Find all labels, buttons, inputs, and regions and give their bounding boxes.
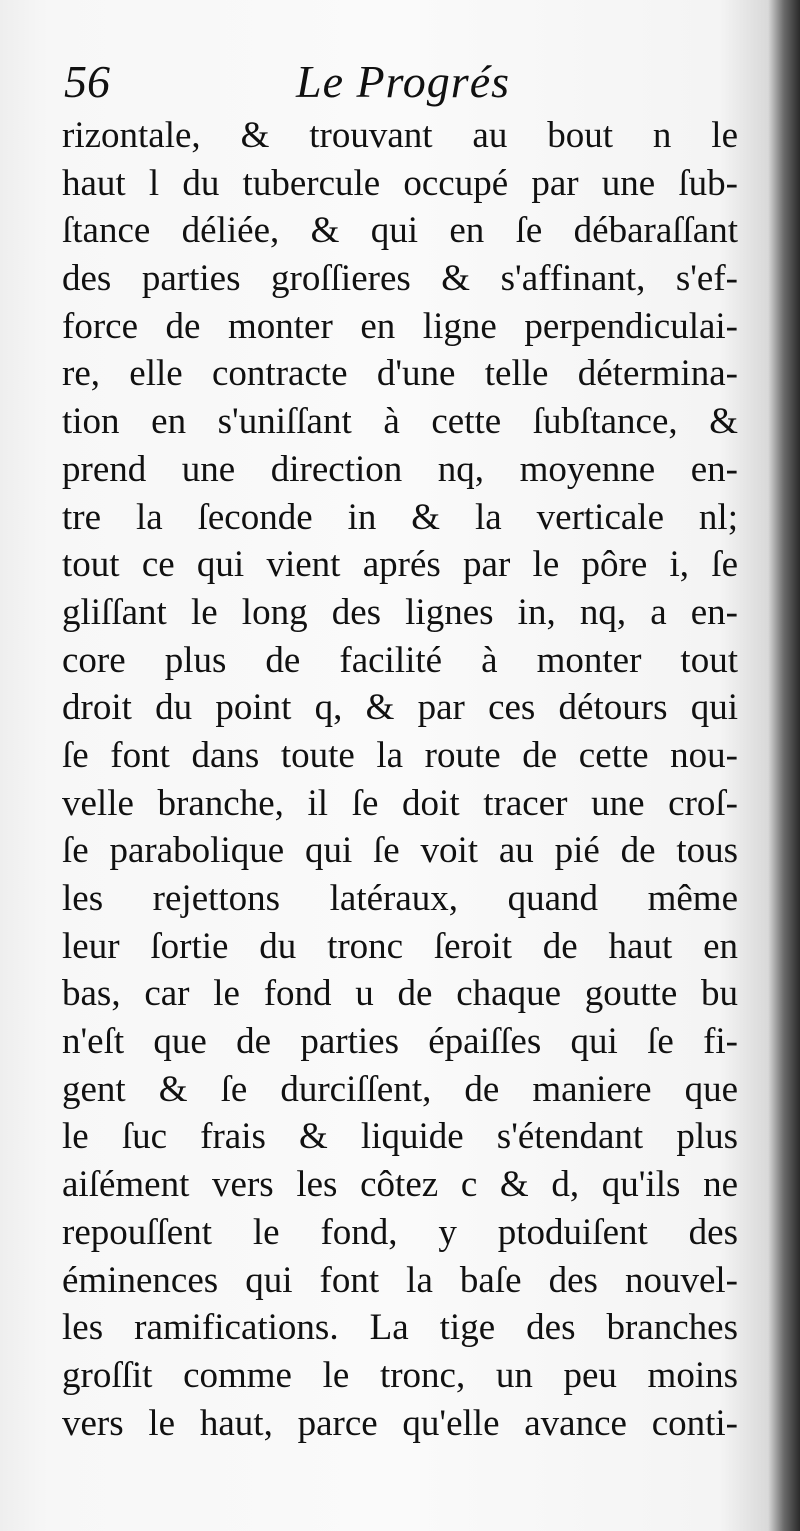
text-line: leur ſortie du tronc ſeroit de haut en: [62, 925, 738, 967]
text-line: re, elle contracte d'une telle détermina-: [62, 353, 738, 395]
text-line: le ſuc frais & liquide s'étendant plus: [62, 1116, 738, 1158]
text-line: groſſit comme le tronc, un peu moins: [62, 1354, 738, 1396]
text-line: éminences qui font la baſe des nouvel-: [62, 1259, 738, 1301]
text-line: ſe parabolique qui ſe voit au pié de tous: [62, 830, 738, 872]
text-line: haut l du tubercule occupé par une ſub-: [62, 162, 738, 204]
text-line: ſe font dans toute la route de cette nou-: [62, 734, 738, 776]
page-number: 56: [64, 56, 110, 107]
text-line: les ramifications. La tige des branches: [62, 1307, 738, 1349]
text-line: droit du point q, & par ces détours qui: [62, 687, 738, 729]
text-line: rizontale, & trouvant au bout n le: [62, 115, 738, 156]
text-line: n'eſt que de parties épaiſſes qui ſe fi-: [62, 1021, 738, 1063]
running-head: [64, 52, 744, 112]
text-line: bas, car le fond u de chaque goutte bu: [62, 973, 738, 1015]
text-line: des parties groſſieres & s'affinant, s'ef-: [62, 258, 738, 300]
body-text: [62, 112, 738, 1447]
text-line: tre la ſeconde in & la verticale nl;: [62, 496, 738, 538]
text-line: force de monter en ligne perpendiculai-: [62, 305, 738, 347]
text-line: gent & ſe durciſſent, de maniere que: [62, 1068, 738, 1110]
text-line: repouſſent le fond, y ptoduiſent des: [62, 1211, 738, 1253]
text-line: aiſément vers les côtez c & d, qu'ils ne: [62, 1164, 738, 1206]
text-line: velle branche, il ſe doit tracer une croſ-: [62, 782, 738, 824]
text-line: ſtance déliée, & qui en ſe débaraſſant: [62, 210, 738, 252]
running-title: Le Progrés: [296, 56, 511, 107]
text-line: prend une direction nq, moyenne en-: [62, 448, 738, 490]
text-line: tion en s'uniſſant à cette ſubſtance, &: [62, 401, 738, 443]
text-line: gliſſant le long des lignes in, nq, a en-: [62, 591, 738, 633]
text-line: core plus de facilité à monter tout: [62, 639, 738, 681]
text-line: vers le haut, parce qu'elle avance conti-: [62, 1402, 738, 1444]
text-line: les rejettons latéraux, quand même: [62, 878, 738, 919]
text-line: tout ce qui vient aprés par le pôre i, ſe: [62, 544, 738, 586]
